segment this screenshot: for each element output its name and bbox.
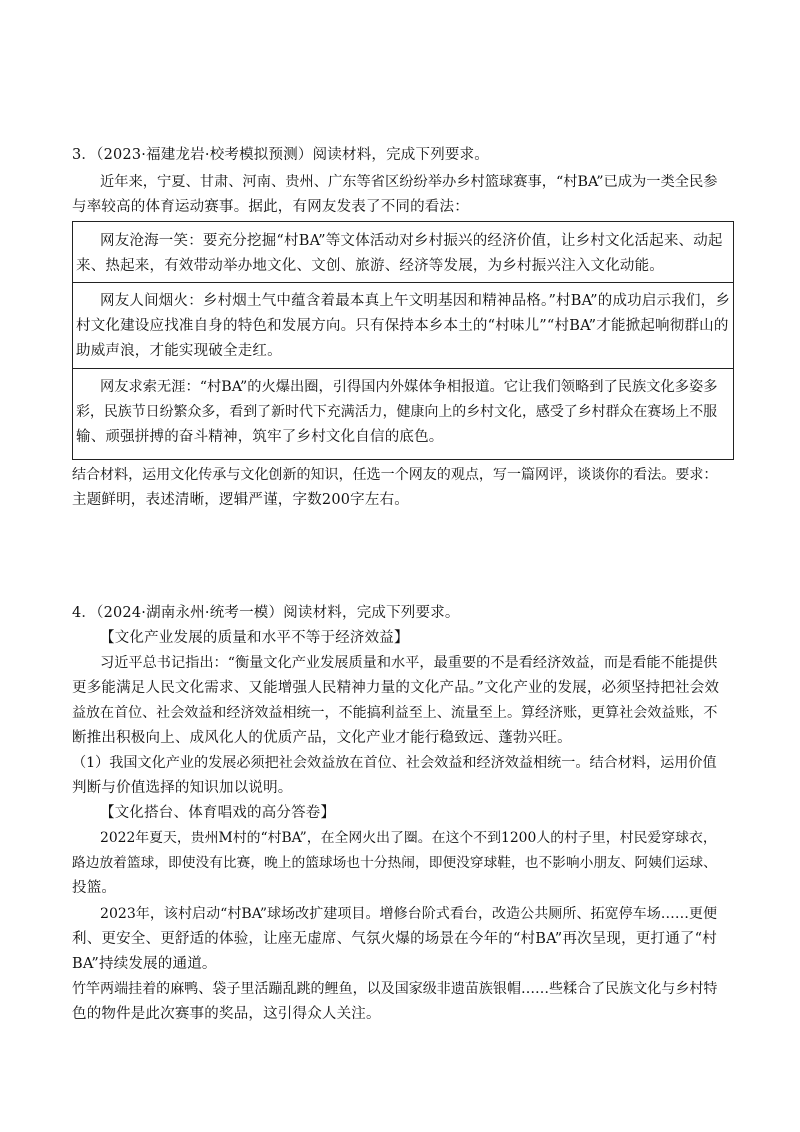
q4-section-1-line-1: 习近平总书记指出：“衡量文化产业发展质量和水平，最重要的不是看经济效益，而是看能不能提供 — [100, 655, 718, 671]
q4-subquestion-1-line-2: 判断与价值选择的知识加以说明。 — [72, 780, 293, 796]
q4-para-1-line-3: 投篮。 — [72, 880, 117, 896]
q4-section-1-line-4: 断推出积极向上、成风化人的优质产品，文化产业才能行稳致远、蓬勃兴旺。 — [72, 730, 572, 746]
q3-opinion-3-line-2: 彩，民族节日纷繁众多，看到了新时代下充满活力，健康向上的乡村文化，感受了乡村群众在赛场上不服 — [76, 404, 718, 420]
q3-opinion-2-line-3: 助威声浪，才能实现破全走红。 — [76, 343, 282, 359]
q3-opinion-3-line-1: 网友求索无涯：“村BA”的火爆出圈，引得国内外媒体争相报道。它让我们领略到了民族文化多姿多 — [100, 379, 718, 395]
q3-opinion-3-line-3: 输、顽强拼搏的奋斗精神，筑牢了乡村文化自信的底色。 — [76, 429, 444, 445]
q4-para-2-line-1: 2023年，该村启动“村BA”球场改扩建项目。增修台阶式看台，改造公共厕所、拓宽停车场……更便 — [100, 906, 718, 922]
q3-task-line-1: 结合材料，运用文化传承与文化创新的知识，任选一个网友的观点，写一篇网评，谈谈你的看法。要求： — [72, 467, 718, 483]
q3-task-line-2: 主题鲜明，表述清晰，逻辑严谨，字数200字左右。 — [72, 492, 409, 508]
q4-para-3-line-1: 竹竿两端挂着的麻鸭、袋子里活蹦乱跳的鲤鱼，以及国家级非遗苗族银帽……些糅合了民族文化与乡村特 — [72, 981, 718, 997]
q4-header: 4．（2024·湖南永州·统考一模）阅读材料，完成下列要求。 — [72, 605, 460, 621]
q3-opinion-divider-1 — [72, 282, 734, 283]
q4-para-2-line-2: 利、更安全、更舒适的体验，让座无虚席、气氛火爆的场景在今年的“村BA”再次呈现，更打通了“村 — [72, 931, 717, 947]
q3-opinion-divider-2 — [72, 368, 734, 369]
q4-para-2-line-3: BA”持续发展的通道。 — [72, 956, 217, 972]
q4-para-1-line-1: 2022年夏天，贵州M村的“村BA”，在全网火出了圈。在这个不到1200人的村子里，村民爱穿球衣， — [100, 830, 717, 846]
q3-opinion-2-line-1: 网友人间烟火：乡村烟土气中蕴含着最本真上午文明基因和精神品格。”村BA”的成功启示我们，乡 — [100, 293, 731, 309]
q4-para-3-line-2: 色的物件是此次赛事的奖品，这引得众人关注。 — [72, 1006, 381, 1022]
q3-intro-line-1: 近年来，宁夏、甘肃、河南、贵州、广东等省区纷纷举办乡村篮球赛事，“村BA”已成为一类全民参 — [100, 174, 718, 190]
q4-section-2-title: 【文化搭台、体育唱戏的高分答卷】 — [100, 805, 336, 821]
q3-intro-line-2: 与率较高的体育运动赛事。据此，有网友发表了不同的看法： — [72, 199, 469, 215]
q4-section-1-line-3: 益放在首位、社会效益和经济效益相统一，不能搞利益至上、流量至上。算经济账，更算社会效益账，不 — [72, 705, 718, 721]
q3-opinion-1-line-1: 网友沧海一笑：要充分挖掘“村BA”等文体活动对乡村振兴的经济价值，让乡村文化活起来、动起 — [100, 233, 723, 249]
q3-opinion-2-line-2: 村文化建设应找准自身的特色和发展方向。只有保持本乡本土的“村味儿”“村BA”才能掀起响彻群山的 — [76, 318, 729, 334]
q3-header: 3．（2023·福建龙岩·校考模拟预测）阅读材料，完成下列要求。 — [72, 147, 489, 163]
q4-subquestion-1-line-1: （1）我国文化产业的发展必须把社会效益放在首位、社会效益和经济效益相统一。结合材料，运用价值 — [72, 755, 717, 771]
q4-section-1-line-2: 更多能满足人民文化需求、又能增强人民精神力量的文化产品。”文化产业的发展，必须坚持把社会效 — [72, 680, 720, 696]
q4-para-1-line-2: 路边放着篮球，即使没有比赛，晚上的篮球场也十分热闹，即便没穿球鞋，也不影响小朋友、阿姨们运球、 — [72, 855, 717, 871]
q3-opinion-1-line-2: 来、热起来，有效带动举办地文化、文创、旅游、经济等发展，为乡村振兴注入文化动能。 — [76, 258, 664, 274]
q4-section-1-title: 【文化产业发展的质量和水平不等于经济效益】 — [100, 630, 409, 646]
